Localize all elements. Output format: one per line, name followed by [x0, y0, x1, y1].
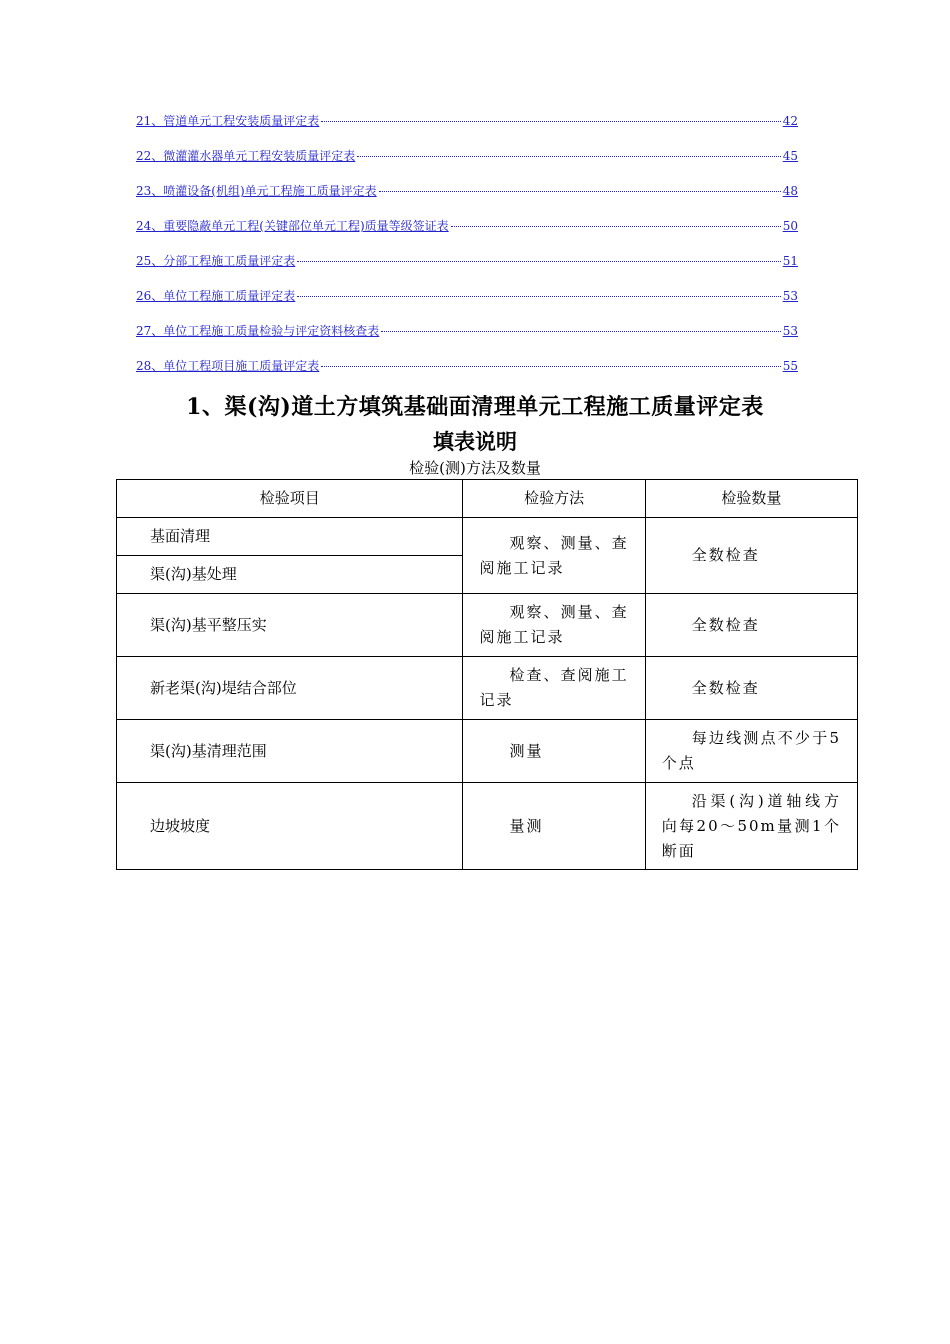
header-inspection-method: 检验方法 — [463, 480, 645, 518]
cell-method: 观察、测量、查阅施工记录 — [463, 518, 645, 594]
table-header-row — [117, 480, 858, 518]
table-row — [117, 657, 858, 720]
document-subtitle: 填表说明 — [433, 429, 517, 454]
toc-dot-leader — [451, 226, 781, 227]
toc-entry-title: 27、单位工程施工质量检验与评定资料核查表 — [136, 324, 380, 338]
toc-entry-title: 24、重要隐蔽单元工程(关键部位单元工程)质量等级签证表 — [136, 219, 449, 233]
toc-dot-leader — [321, 366, 780, 367]
toc-page-number: 53 — [782, 324, 798, 338]
toc-dot-leader — [357, 156, 780, 157]
toc-entry-title: 28、单位工程项目施工质量评定表 — [136, 359, 320, 373]
toc-link-28[interactable] — [136, 357, 798, 392]
toc-entry-title: 25、分部工程施工质量评定表 — [136, 254, 296, 268]
cell-item: 渠(沟)基清理范围 — [117, 720, 463, 783]
cell-count: 每边线测点不少于5个点 — [645, 720, 857, 783]
inspection-table — [116, 479, 858, 870]
toc-dot-leader — [379, 191, 781, 192]
toc-page-number: 51 — [782, 254, 798, 268]
table-row — [117, 518, 858, 556]
toc-entry-title: 22、微灌灌水器单元工程安装质量评定表 — [136, 149, 356, 163]
table-row — [117, 783, 858, 870]
cell-method: 检查、查阅施工记录 — [463, 657, 645, 720]
toc-dot-leader — [321, 121, 780, 122]
cell-item: 渠(沟)基平整压实 — [117, 594, 463, 657]
cell-item: 新老渠(沟)堤结合部位 — [117, 657, 463, 720]
cell-count: 沿渠(沟)道轴线方向每20～50m量测1个断面 — [645, 783, 857, 870]
cell-method: 测量 — [463, 720, 645, 783]
cell-count: 全数检查 — [645, 518, 857, 594]
cell-method: 观察、测量、查阅施工记录 — [463, 594, 645, 657]
toc-link-23[interactable] — [136, 182, 798, 217]
header-inspection-count: 检验数量 — [645, 480, 857, 518]
toc-page-number: 42 — [782, 114, 798, 128]
cell-count: 全数检查 — [645, 594, 857, 657]
toc-entry-title: 21、管道单元工程安装质量评定表 — [136, 114, 320, 128]
toc-dot-leader — [381, 331, 780, 332]
toc-entry-title: 26、单位工程施工质量评定表 — [136, 289, 296, 303]
header-inspection-item: 检验项目 — [117, 480, 463, 518]
toc-link-21[interactable] — [136, 112, 798, 147]
table-row — [117, 594, 858, 657]
toc-page-number: 53 — [782, 289, 798, 303]
toc-page-number: 48 — [782, 184, 798, 198]
cell-item: 边坡坡度 — [117, 783, 463, 870]
table-caption: 检验(测)方法及数量 — [409, 459, 541, 477]
document-title: 1、渠(沟)道土方填筑基础面清理单元工程施工质量评定表 — [186, 394, 764, 420]
toc-link-25[interactable] — [136, 252, 798, 287]
toc-dot-leader — [297, 261, 780, 262]
toc-dot-leader — [297, 296, 780, 297]
table-of-contents — [136, 112, 798, 392]
cell-item: 渠(沟)基处理 — [117, 556, 463, 594]
toc-link-27[interactable] — [136, 322, 798, 357]
toc-page-number: 55 — [782, 359, 798, 373]
cell-item: 基面清理 — [117, 518, 463, 556]
toc-page-number: 45 — [782, 149, 798, 163]
toc-page-number: 50 — [782, 219, 798, 233]
cell-count: 全数检查 — [645, 657, 857, 720]
table-row — [117, 720, 858, 783]
toc-entry-title: 23、喷灌设备(机组)单元工程施工质量评定表 — [136, 184, 377, 198]
toc-link-24[interactable] — [136, 217, 798, 252]
cell-method: 量测 — [463, 783, 645, 870]
toc-link-22[interactable] — [136, 147, 798, 182]
toc-link-26[interactable] — [136, 287, 798, 322]
